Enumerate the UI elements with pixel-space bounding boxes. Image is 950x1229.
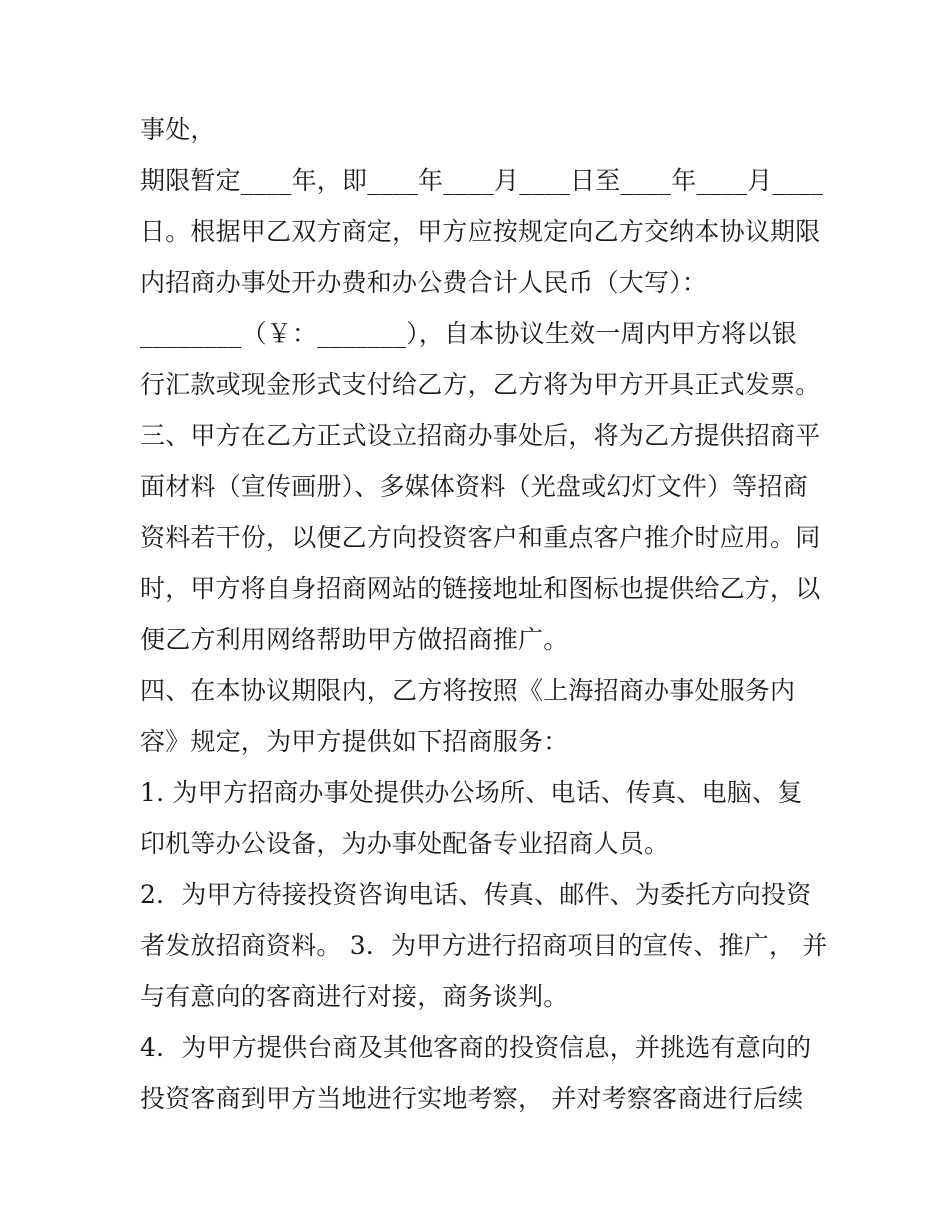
text-line: 内招商办事处开办费和办公费合计人民币（大写）：	[140, 268, 708, 297]
text-line: 行汇款或现金形式支付给乙方，乙方将为甲方开具正式发票。	[140, 370, 821, 399]
text-line: 2．为甲方待接投资咨询电话、传真、邮件、为委托方向投资	[140, 880, 812, 909]
text-line: 便乙方利用网络帮助甲方做招商推广。	[140, 625, 569, 654]
text-line: 容》规定，为甲方提供如下招商服务：	[140, 727, 569, 756]
text-line: 三、甲方在乙方正式设立招商办事处后，将为乙方提供招商平	[140, 421, 821, 450]
text-line: 4．为甲方提供台商及其他客商的投资信息，并挑选有意向的	[140, 1033, 812, 1062]
text-line: 面材料（宣传画册）、多媒体资料（光盘或幻灯文件）等招商	[140, 472, 808, 501]
text-line: 投资客商到甲方当地进行实地考察， 并对考察客商进行后续	[140, 1084, 804, 1113]
text-line: 与有意向的客商进行对接，商务谈判。	[140, 982, 569, 1011]
text-line: 1. 为甲方招商办事处提供办公场所、电话、传真、电脑、复	[140, 778, 803, 807]
text-line: ________（￥：_______），自本协议生效一周内甲方将以银	[140, 319, 797, 348]
text-line: 四、在本协议期限内，乙方将按照《上海招商办事处服务内	[140, 676, 796, 705]
text-line: 事处，	[140, 115, 216, 144]
text-line: 资料若干份，以便乙方向投资客户和重点客户推介时应用。同	[140, 523, 821, 552]
text-line: 者发放招商资料。 3．为甲方进行招商项目的宣传、推广， 并	[140, 931, 828, 960]
text-line: 时，甲方将自身招商网站的链接地址和图标也提供给乙方，以	[140, 574, 821, 603]
text-line: 日。根据甲乙双方商定，甲方应按规定向乙方交纳本协议期限	[140, 217, 821, 246]
text-line: 期限暂定____年，即____年____月____日至____年____月____	[140, 166, 824, 195]
text-line: 印机等办公设备，为办事处配备专业招商人员。	[140, 829, 670, 858]
